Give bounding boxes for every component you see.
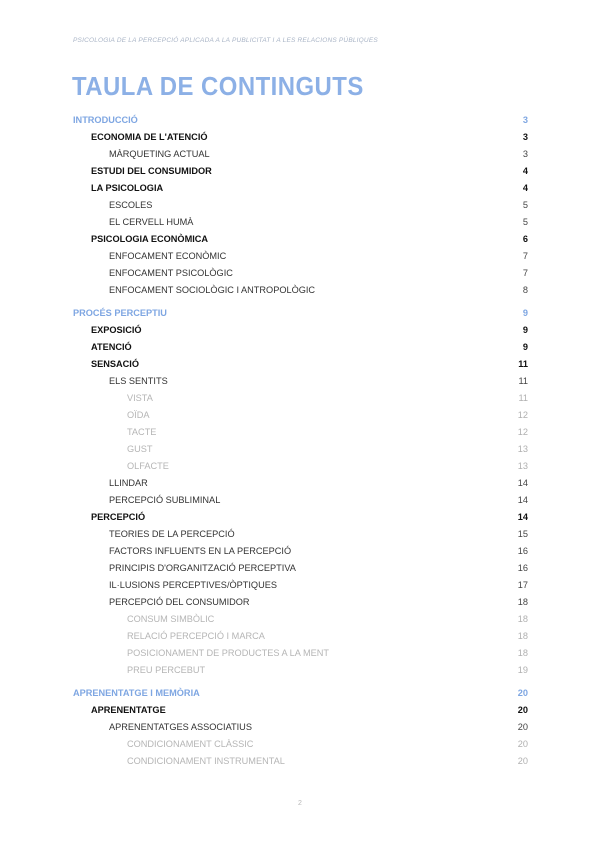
toc-entry-label: TEORIES DE LA PERCEPCIÓ <box>109 528 235 539</box>
toc-entry-page: 7 <box>522 250 528 261</box>
toc-entry[interactable] <box>73 752 528 769</box>
toc-entry[interactable] <box>73 213 528 230</box>
toc-entry-label: PSICOLOGIA ECONÒMICA <box>91 233 209 244</box>
toc-entry-label: EL CERVELL HUMÀ <box>109 216 194 227</box>
running-header: PSICOLOGIA DE LA PERCEPCIÓ APLICADA A LA PUBLICITAT I A LES RELACIONS PÚBLIQUES <box>73 37 378 44</box>
toc-entry-page: 8 <box>522 284 528 295</box>
toc-entry[interactable] <box>73 145 528 162</box>
toc-entry-label: PERCEPCIÓ DEL CONSUMIDOR <box>109 596 250 607</box>
toc-entry-page: 9 <box>522 341 528 352</box>
toc-entry-label: PROCÉS PERCEPTIU <box>73 307 167 318</box>
toc-entry-label: APRENENTATGES ASSOCIATIUS <box>109 721 252 732</box>
toc-entry-page: 14 <box>517 494 528 505</box>
toc-entry-page: 20 <box>517 704 528 715</box>
toc-entry[interactable] <box>73 735 528 752</box>
toc-entry-label: CONDICIONAMENT INSTRUMENTAL <box>127 755 285 766</box>
toc-entry-page: 5 <box>522 199 528 210</box>
toc-entry[interactable] <box>73 576 528 593</box>
toc-entry-page: 12 <box>517 409 528 420</box>
toc-entry[interactable] <box>73 457 528 474</box>
toc-entry[interactable] <box>73 610 528 627</box>
toc-entry-label: ENFOCAMENT PSICOLÒGIC <box>109 267 233 278</box>
toc-entry-label: CONSUM SIMBÒLIC <box>127 613 215 624</box>
toc-entry-label: PERCEPCIÓ <box>91 511 146 522</box>
toc-entry-page: 18 <box>517 630 528 641</box>
toc-entry-page: 18 <box>517 596 528 607</box>
toc-entry-label: OLFACTE <box>127 460 169 471</box>
toc-entry-page: 13 <box>517 443 528 454</box>
toc-entry[interactable] <box>73 474 528 491</box>
toc-entry-page: 4 <box>522 182 528 193</box>
toc-entry-label: LLINDAR <box>109 477 148 488</box>
toc-entry-page: 12 <box>517 426 528 437</box>
toc-entry[interactable] <box>73 179 528 196</box>
toc-entry-page: 7 <box>522 267 528 278</box>
toc-entry[interactable] <box>73 264 528 281</box>
toc-entry-page: 19 <box>517 664 528 675</box>
toc-entry-label: ELS SENTITS <box>109 375 168 386</box>
toc-entry-page: 16 <box>517 545 528 556</box>
toc-entry[interactable] <box>73 701 528 718</box>
toc-entry[interactable] <box>73 684 528 701</box>
toc-entry-label: PERCEPCIÓ SUBLIMINAL <box>109 494 221 505</box>
toc-entry[interactable] <box>73 559 528 576</box>
table-of-contents <box>73 111 528 769</box>
toc-entry-label: PREU PERCEBUT <box>127 664 206 675</box>
toc-entry-page: 20 <box>517 738 528 749</box>
toc-entry-label: APRENENTATGE I MEMÒRIA <box>73 687 200 698</box>
toc-entry-label: APRENENTATGE <box>91 704 166 715</box>
toc-entry-page: 18 <box>517 647 528 658</box>
toc-entry[interactable] <box>73 355 528 372</box>
toc-entry[interactable] <box>73 440 528 457</box>
toc-entry[interactable] <box>73 111 528 128</box>
toc-entry-page: 11 <box>518 392 528 403</box>
toc-entry[interactable] <box>73 593 528 610</box>
toc-entry-page: 9 <box>522 324 528 335</box>
toc-entry[interactable] <box>73 542 528 559</box>
toc-entry[interactable] <box>73 281 528 298</box>
toc-entry-label: FACTORS INFLUENTS EN LA PERCEPCIÓ <box>109 545 292 556</box>
page-number: 2 <box>298 800 302 807</box>
toc-entry-label: EXPOSICIÓ <box>91 324 142 335</box>
toc-entry[interactable] <box>73 491 528 508</box>
toc-entry[interactable] <box>73 162 528 179</box>
toc-entry-label: ENFOCAMENT SOCIOLÒGIC I ANTROPOLÒGIC <box>109 284 316 295</box>
toc-entry[interactable] <box>73 508 528 525</box>
toc-entry-label: RELACIÓ PERCEPCIÓ I MARCA <box>127 630 265 641</box>
toc-entry-label: LA PSICOLOGIA <box>91 182 164 193</box>
toc-entry-page: 6 <box>522 233 528 244</box>
toc-entry-page: 4 <box>522 165 528 176</box>
toc-entry[interactable] <box>73 304 528 321</box>
toc-entry-label: MÀRQUETING ACTUAL <box>109 148 210 159</box>
toc-entry[interactable] <box>73 406 528 423</box>
toc-entry[interactable] <box>73 196 528 213</box>
toc-entry-page: 11 <box>518 358 528 369</box>
toc-entry[interactable] <box>73 661 528 678</box>
toc-entry[interactable] <box>73 644 528 661</box>
toc-entry-label: ENFOCAMENT ECONÒMIC <box>109 250 227 261</box>
toc-entry-page: 13 <box>517 460 528 471</box>
toc-entry-page: 11 <box>518 375 528 386</box>
toc-entry-page: 20 <box>517 687 528 698</box>
toc-entry[interactable] <box>73 525 528 542</box>
toc-entry-label: ESTUDI DEL CONSUMIDOR <box>91 165 212 176</box>
toc-entry[interactable] <box>73 230 528 247</box>
toc-entry-page: 20 <box>517 755 528 766</box>
toc-entry[interactable] <box>73 423 528 440</box>
toc-entry-page: 5 <box>522 216 528 227</box>
toc-entry-page: 14 <box>517 511 528 522</box>
toc-entry-label: OÏDA <box>127 409 150 420</box>
toc-entry[interactable] <box>73 718 528 735</box>
toc-entry-page: 3 <box>522 131 528 142</box>
toc-entry-label: PRINCIPIS D'ORGANITZACIÓ PERCEPTIVA <box>109 562 296 573</box>
toc-entry-page: 17 <box>517 579 528 590</box>
toc-entry-label: ATENCIÓ <box>91 341 132 352</box>
toc-entry-label: GUST <box>127 443 153 454</box>
toc-entry-label: VISTA <box>127 392 153 403</box>
toc-entry-page: 3 <box>522 148 528 159</box>
toc-entry-label: CONDICIONAMENT CLÀSSIC <box>127 738 254 749</box>
toc-entry-page: 15 <box>517 528 528 539</box>
toc-entry-label: ECONOMIA DE L'ATENCIÓ <box>91 131 208 142</box>
toc-entry-page: 16 <box>517 562 528 573</box>
toc-entry[interactable] <box>73 627 528 644</box>
toc-entry-page: 20 <box>517 721 528 732</box>
toc-entry-label: INTRODUCCIÓ <box>73 114 138 125</box>
toc-entry-label: IL·LUSIONS PERCEPTIVES/ÒPTIQUES <box>109 579 277 590</box>
toc-entry-page: 14 <box>517 477 528 488</box>
toc-entry[interactable] <box>73 389 528 406</box>
toc-entry-label: SENSACIÓ <box>91 358 139 369</box>
page-title: TAULA DE CONTINGUTS <box>72 71 364 101</box>
toc-entry-page: 9 <box>522 307 528 318</box>
toc-entry[interactable] <box>73 128 528 145</box>
toc-entry[interactable] <box>73 372 528 389</box>
toc-entry-label: TACTE <box>127 426 157 437</box>
toc-entry-page: 3 <box>522 114 528 125</box>
toc-entry[interactable] <box>73 338 528 355</box>
toc-entry-label: ESCOLES <box>109 199 153 210</box>
toc-entry-label: POSICIONAMENT DE PRODUCTES A LA MENT <box>127 647 329 658</box>
toc-entry[interactable] <box>73 247 528 264</box>
toc-entry-page: 18 <box>517 613 528 624</box>
toc-entry[interactable] <box>73 321 528 338</box>
